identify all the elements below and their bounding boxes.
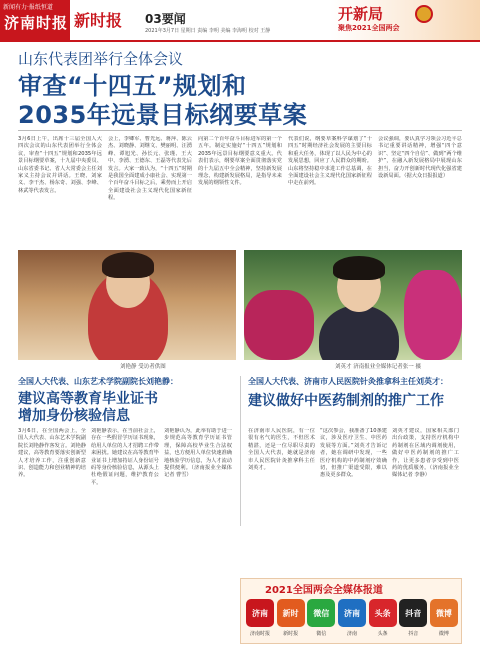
left-photo-caption: 刘艳静 受访者供图: [120, 364, 166, 370]
left-article-body: [18, 428, 234, 643]
person-hair: [333, 256, 385, 280]
person-figure: [319, 305, 399, 360]
date-line: 2021年3月7日 星期日 责编 李明 美编 李海明 校对 王静: [145, 28, 271, 34]
newspaper-logo: 济南时报: [4, 14, 69, 32]
headline-divider: [18, 130, 462, 131]
media-app-icon: 微信: [307, 599, 335, 627]
right-article-body: [248, 428, 462, 572]
lead-column: 会议强调，要认真学习领会习近平总书记重要讲话精神，增强“四个意识”、坚定“四个自信”、做到“两个维护”，在融入新发展格局中展现山东担当，奋力开创新时代现代化强省建设新局面。（据大众日报报道）: [378, 136, 462, 180]
masthead-tagline: 新闻有力·报纸恒道: [3, 4, 53, 11]
media-app-icon: 微博: [430, 599, 458, 627]
lead-body: [18, 136, 462, 244]
promo-logo-row: [246, 599, 458, 627]
right-article-column: 刘英才建议，国家相关部门出台政策，支持医疗机构中药制剂在区域内调剂使用，做好中医药制剂的推广工作，让更多患者享受到中医药的优质服务。（济南报业全媒体记者 李静）: [392, 428, 459, 479]
right-article-column: “这次参会，我准备了10条建议，涉及医疗卫生、中医药发展等方面。”刘英才告诉记者，她在调研中发现，一些医疗机构的中药制剂疗效确切，但推广渠道受限，难以惠及更多群众。: [320, 428, 387, 479]
media-app-label: 济南: [346, 631, 357, 637]
right-article-headline: 建议做好中医药制剂的推广工作: [248, 393, 444, 409]
banner-title: 开新局: [338, 5, 384, 23]
lead-kicker: 山东代表团举行全体会议: [18, 50, 184, 68]
media-app-label: 微信: [316, 631, 327, 637]
photo-liu-yingcai: [244, 250, 462, 360]
right-article-kicker: 全国人大代表、济南市人民医院针灸推拿科主任刘英才：: [248, 377, 448, 386]
media-app-icon: 济南: [246, 599, 274, 627]
secondary-logo: 新时报: [74, 11, 123, 30]
photo-liu-yanjing: [18, 250, 236, 360]
masthead: [0, 0, 480, 40]
page-section: 03要闻: [145, 12, 186, 26]
person-hair: [102, 252, 154, 278]
media-promo-box: [240, 578, 462, 644]
media-app-icon: 新时: [277, 599, 305, 627]
media-app-label: 微博: [438, 631, 449, 637]
media-app-icon: 头条: [369, 599, 397, 627]
media-app-label: 济南时报: [249, 631, 270, 637]
media-app-icon: 济南: [338, 599, 366, 627]
right-photo-caption: 刘英才 济南报业全媒体记者张一 摄: [335, 364, 421, 370]
promo-title: 2021全国两会全媒体报道: [265, 585, 383, 596]
masthead-logo-block: [0, 0, 70, 40]
media-app-label: 头条: [377, 631, 388, 637]
two-sessions-banner: [330, 0, 480, 40]
left-article-headline-line2: 增加身份核验信息: [18, 408, 130, 424]
left-article-column: 刘艳静表示，在当前社会上，存在一些假冒学历证书现象，给用人单位的人才招聘工作带来困扰。她建议在高等教育毕业证书上增加持证人身份证号码等身份核验信息，从源头上杜绝假证问题，维护教育公平。: [91, 428, 159, 486]
flowers: [244, 290, 314, 360]
media-app-label: 抖音: [408, 631, 419, 637]
lead-column: 3月6日上午，出席十三届全国人大四次会议的山东代表团举行全体会议，审查“十四五”规划和2035年远景目标纲要草案，十九届中央委员、山东省委书记、省人大常委会主任刘家义主持会议并讲话。王晓、刘家义、李干杰、杨东奇、刘强、李峰、林武等代表发言。: [18, 136, 102, 194]
column-divider: [240, 376, 241, 526]
left-article-column: 刘艳静认为，此举有助于进一步规范高等教育学历证书管理，保障高校毕业生合法权益，也方便用人单位快速准确地核验学历信息，为人才流动提供便利。（济南报业全媒体记者 曹雪）: [164, 428, 232, 479]
lead-headline-line1: 审查“十四五”规划和: [18, 72, 247, 100]
left-article-headline-line1: 建议高等教育毕业证书: [18, 391, 158, 407]
promo-label-row: [246, 630, 458, 637]
lead-column: 向第二个百年奋斗目标进军的第一个五年。制定实施好“十四五”规划和2035年远景目标纲要意义重大。代表们表示，纲要草案全面贯彻落实党的十九届五中全会精神，坚持新发展理念，构建新发展格局，是指导未来发展的纲领性文件。: [198, 136, 282, 187]
media-app-icon: 抖音: [399, 599, 427, 627]
masthead-divider: [0, 40, 480, 42]
left-article-kicker: 全国人大代表、山东艺术学院副院长刘艳静：: [18, 377, 178, 386]
lead-column: 会上，李卿军、曹光远、蒋萍、陈云杰、刘晓静、刘继文、樊丽明、汪湧峰、谭旭光、孙长元、张瑾、王大中、李湧、王德东、王磊等代表先后发言。大家一致认为，“十四五”时期是我国全面建成小康社会、实现第一个百年奋斗目标之后，乘势而上开启全面建设社会主义现代化国家新征程。: [108, 136, 192, 202]
media-app-label: 新时报: [283, 631, 299, 637]
left-article-column: 3月6日，在全国两会上，全国人大代表、山东艺术学院副院长刘艳静作客发言。刘艳静建议，高等教育要落实创新型人才培养工作，注重创新意识、创造能力和创业精神的培养。: [18, 428, 86, 479]
banner-subtitle: 聚焦2021全国两会: [338, 24, 400, 32]
flowers: [404, 270, 462, 360]
right-article-column: 在济南市人民医院，有一位很有名气的医生，不但医术精湛，还是一位尽职尽责的全国人大代表，她就是济南市人民医院针灸推拿科主任刘英才。: [248, 428, 315, 472]
lead-column: 代表们说，纲要草案科学谋划了“十四五”时期经济社会发展的主要目标和重大任务，体现了以人民为中心的发展思想，回应了人民群众的期盼。山东将坚持稳中求进工作总基调，在全面建设社会主义现代化国家新征程中走在前列。: [288, 136, 372, 187]
national-emblem-icon: [415, 5, 433, 23]
lead-headline-line2: 2035年远景目标纲要草案: [18, 101, 308, 129]
